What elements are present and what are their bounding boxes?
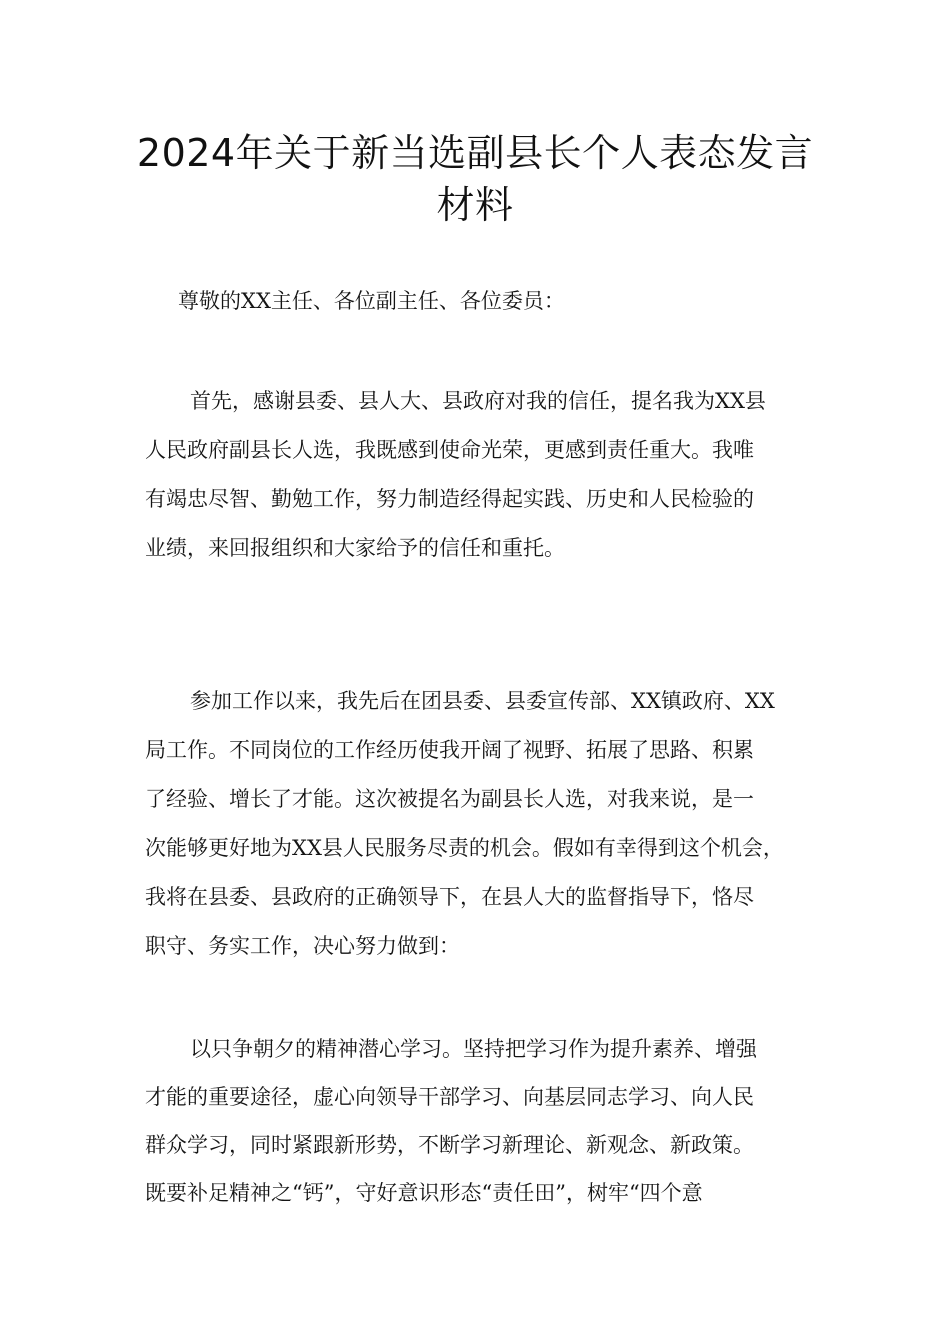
document-title-line-1: 2024年关于新当选副县长个人表态发言	[136, 131, 814, 175]
paragraph-1-line-4: 业绩，来回报组织和大家给予的信任和重托。	[145, 536, 565, 560]
paragraph-2-line-4: 次能够更好地为XX县人民服务尽责的机会。假如有幸得到这个机会，	[145, 836, 784, 860]
paragraph-1-line-3: 有竭忠尽智、勤勉工作，努力制造经得起实践、历史和人民检验的	[145, 487, 754, 511]
paragraph-3-line-3: 群众学习，同时紧跟新形势，不断学习新理论、新观念、新政策。	[145, 1133, 754, 1157]
paragraph-1-line-1: 首先，感谢县委、县人大、县政府对我的信任，提名我为XX县	[190, 389, 766, 413]
salutation: 尊敬的XX主任、各位副主任、各位委员：	[178, 289, 565, 313]
paragraph-2-line-1: 参加工作以来，我先后在团县委、县委宣传部、XX镇政府、XX	[190, 689, 775, 713]
paragraph-2-line-3: 了经验、增长了才能。这次被提名为副县长人选，对我来说，是一	[145, 787, 754, 811]
paragraph-1-line-2: 人民政府副县长人选，我既感到使命光荣，更感到责任重大。我唯	[145, 438, 754, 462]
paragraph-3-line-4: 既要补足精神之“钙”，守好意识形态“责任田”，树牢“四个意	[145, 1181, 703, 1205]
document-title-line-2: 材料	[436, 183, 514, 227]
paragraph-3-line-1: 以只争朝夕的精神潜心学习。坚持把学习作为提升素养、增强	[190, 1037, 757, 1061]
paragraph-2-line-6: 职守、务实工作，决心努力做到：	[145, 934, 460, 958]
paragraph-2-line-5: 我将在县委、县政府的正确领导下，在县人大的监督指导下，恪尽	[145, 885, 754, 909]
paragraph-3-line-2: 才能的重要途径，虚心向领导干部学习、向基层同志学习、向人民	[145, 1085, 754, 1109]
paragraph-2-line-2: 局工作。不同岗位的工作经历使我开阔了视野、拓展了思路、积累	[145, 738, 754, 762]
